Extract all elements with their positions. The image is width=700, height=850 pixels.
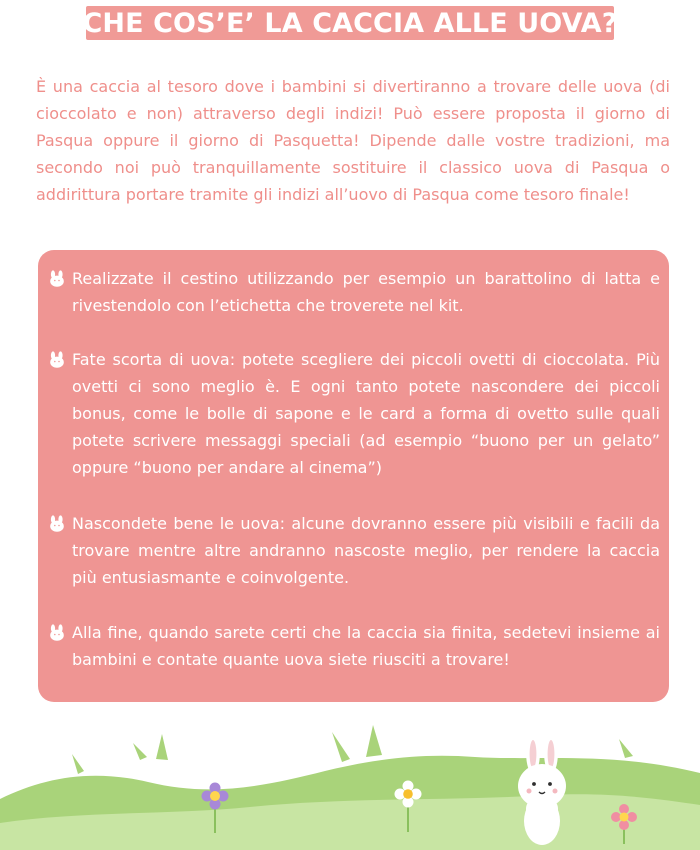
bunny-head-icon: [48, 351, 66, 369]
grass-blade: [619, 739, 633, 758]
grass-blade: [133, 743, 147, 760]
instruction-text: Fate scorta di uova: potete scegliere dei piccoli ovetti di cioccolata. Più ovetti ci sono meglio è. E ogni tanto potete nascondere dei piccoli bonus, come le bolle di sapone e le card a forma di ovetto sulle quali potete scrivere messaggi speciali (ad esempio “buono per un gelato” oppure “buono per andare al cinema”): [72, 350, 660, 477]
instruction-item: [48, 510, 660, 591]
instruction-item: [48, 346, 660, 481]
intro-paragraph: È una caccia al tesoro dove i bambini si divertiranno a trovare delle uova (di cioccolato e non) attraverso degli indizi! Può essere proposta il giorno di Pasqua oppure il giorno di Pasquetta! Dipende dalle vostre tradizioni, ma secondo noi può tranquillamente sostituire il classico uova di Pasqua o addirittura portare tramite gli indizi all’uovo di Pasqua come tesoro finale!: [36, 77, 670, 204]
instruction-text: Realizzate il cestino utilizzando per esempio un barattolino di latta e rivestendolo con l’etichetta che troverete nel kit.: [72, 269, 660, 315]
grass-blade: [366, 725, 382, 757]
bunny-head-icon: [48, 515, 66, 533]
instruction-text: Alla fine, quando sarete certi che la caccia sia finita, sedetevi insieme ai bambini e contate quante uova siete riusciti a trovare!: [72, 623, 660, 669]
meadow-illustration: [0, 715, 700, 850]
bunny-head-icon: [48, 624, 66, 642]
white-bunny: [518, 730, 566, 845]
grass-blade: [332, 732, 350, 762]
grass-blade: [156, 734, 168, 760]
title-banner: [82, 6, 618, 40]
grass-blade: [72, 754, 84, 774]
instructions-card: [38, 250, 669, 702]
bunny-head-icon: [48, 270, 66, 288]
instruction-text: Nascondete bene le uova: alcune dovranno essere più visibili e facili da trovare mentre altre andranno nascoste meglio, per rendere la caccia più entusiasmante e coinvolgente.: [72, 514, 660, 587]
page-title: CHE COS’E’ LA CACCIA ALLE UOVA?: [82, 7, 618, 39]
instruction-item: [48, 619, 660, 673]
instruction-item: [48, 265, 660, 319]
